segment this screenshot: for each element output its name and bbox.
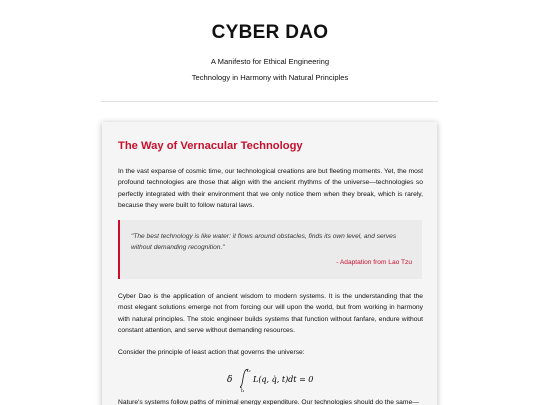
formula-upper-limit: t₂ (246, 369, 251, 374)
site-subtitle: A Manifesto for Ethical Engineering (210, 57, 330, 66)
header-divider (101, 101, 438, 102)
paragraph-nature: Nature's systems follow paths of minimal energy expenditure. Our technologies should do the same— (118, 399, 419, 405)
formula-integrand: L(q, q̇, t)dt = 0 (252, 375, 313, 384)
formula-delta: δ (226, 375, 232, 385)
content-card (102, 122, 437, 405)
paragraph-least-action: Consider the principle of least action that governs the universe: (118, 349, 305, 356)
least-action-formula (102, 365, 437, 393)
formula-lower-limit: t₁ (240, 389, 245, 393)
blockquote (118, 220, 422, 279)
site-title: CYBER DAO (211, 22, 329, 43)
quote-text: "The best technology is like water: it flows around obstacles, finds its own level, and serves without demanding recognition." (131, 233, 397, 252)
formula-svg (225, 365, 315, 393)
paragraph-intro: In the vast expanse of cosmic time, our technological creations are but fleeting moments. Yet, the most profound technologies are those that align with the ancient rhythms of the universe—technologies so perfectly integrated with their environment that we only notice them when they break, which is rarely, because they were built to follow natural laws. (118, 168, 423, 209)
quote-attribution: - Adaptation from Lao Tzu (336, 259, 412, 266)
section-title: The Way of Vernacular Technology (118, 140, 303, 152)
site-tagline: Technology in Harmony with Natural Principles (191, 73, 349, 82)
paragraph-cyber-dao: Cyber Dao is the application of ancient wisdom to modern systems. It is the understanding that the most elegant solutions emerge not from forcing our will upon the world, but from working in harmony with natural principles. The stoic engineer builds systems that function without fanfare, endure without constant attention, and serve without demanding resources. (118, 293, 423, 334)
